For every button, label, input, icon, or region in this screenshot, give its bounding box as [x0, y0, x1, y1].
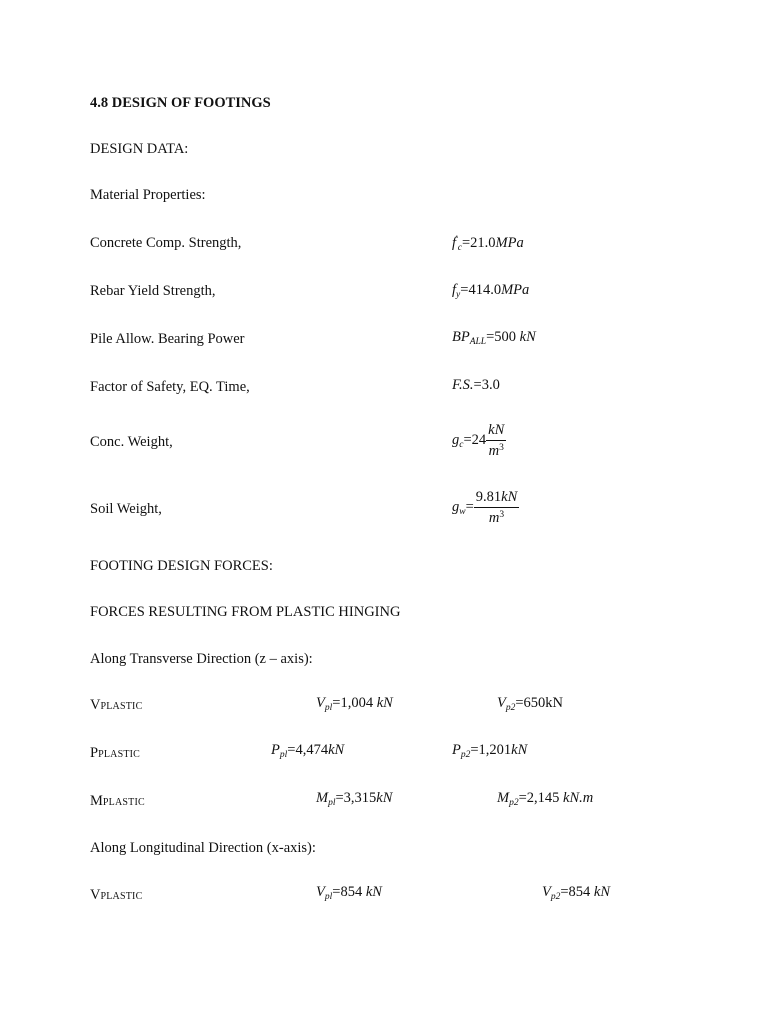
- p-plastic-label: PPLASTIC: [90, 745, 141, 761]
- v-p2-transverse-formula: $V_{p2}=650kN$: [497, 695, 564, 713]
- longitudinal-direction-label: Along Longitudinal Direction (x-axis):: [90, 840, 316, 856]
- soil-weight-formula: $g_w=$ $\frac{9.81kN}{m^3}$: [452, 489, 518, 526]
- v-plastic-longitudinal-label: VPLASTIC: [90, 887, 143, 903]
- p-p2-formula: $P_{p2}=1,201kN$: [452, 742, 528, 760]
- rebar-strength-label: Rebar Yield Strength,: [90, 283, 216, 299]
- section-heading: 4.8 DESIGN OF FOOTINGS: [90, 95, 271, 111]
- factor-of-safety-formula: F.S.=3.0: [452, 377, 500, 393]
- v-pl-transverse-formula: $V_{pl}=1,004$ kN: [316, 695, 393, 713]
- concrete-strength-formula: $f'_c=21.0MPa$: [452, 235, 524, 253]
- m-pl-formula: $M_{pl}=3,315kN$: [316, 790, 393, 808]
- factor-of-safety-label: Factor of Safety, EQ. Time,: [90, 379, 250, 395]
- footing-forces-label: FOOTING DESIGN FORCES:: [90, 558, 273, 574]
- material-properties-label: Material Properties:: [90, 187, 206, 203]
- soil-weight-fraction: $\frac{9.81kN}{m^3}$: [475, 489, 518, 526]
- conc-weight-formula: $g_c=24$ $\frac{kN}{m^3}$: [452, 422, 505, 459]
- concrete-strength-label: Concrete Comp. Strength,: [90, 235, 242, 251]
- m-p2-formula: $M_{p2}=2,145$ kN.m: [497, 790, 594, 808]
- conc-weight-label: Conc. Weight,: [90, 434, 173, 450]
- conc-weight-fraction: $\frac{kN}{m^3}$: [488, 422, 505, 459]
- v-pl-longitudinal-formula: $V_{pl}=854$ kN: [316, 884, 382, 902]
- design-data-label: DESIGN DATA:: [90, 141, 189, 157]
- transverse-direction-label: Along Transverse Direction (z – axis):: [90, 651, 313, 667]
- p-pl-formula: $P_{pl}=4,474kN$: [271, 742, 345, 760]
- v-p2-longitudinal-formula: $V_{p2}=854$ kN: [542, 884, 611, 902]
- plastic-hinging-label: FORCES RESULTING FROM PLASTIC HINGING: [90, 604, 401, 620]
- pile-bearing-formula: $BP_{ALL}=500$ kN: [452, 329, 536, 347]
- soil-weight-label: Soil Weight,: [90, 501, 162, 517]
- m-plastic-label: MPLASTIC: [90, 793, 145, 809]
- pile-bearing-label: Pile Allow. Bearing Power: [90, 331, 245, 347]
- rebar-strength-formula: $f_y=414.0MPa$: [452, 282, 530, 300]
- v-plastic-transverse-label: VPLASTIC: [90, 697, 143, 713]
